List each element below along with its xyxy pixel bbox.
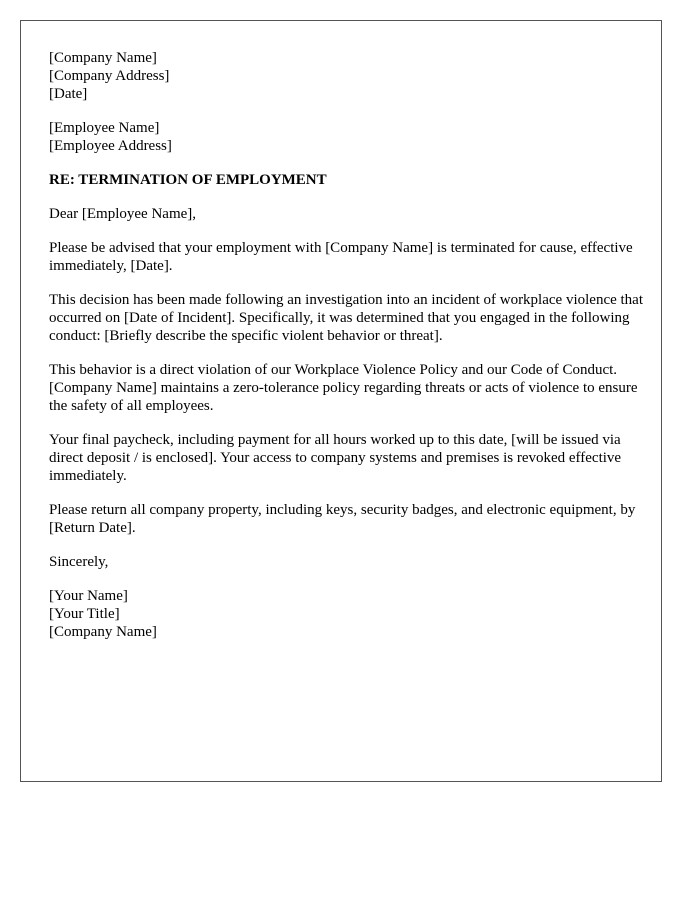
closing: Sincerely, [49,554,109,570]
sender-company-name: [Company Name] [49,50,157,66]
salutation: Dear [Employee Name], [49,206,197,222]
paragraph-termination-notice: Please be advised that your employment with [Company Name] is terminated for cause, effective immediately, [Date]. [49,240,633,274]
sender-company-address: [Company Address] [49,68,170,84]
signature-title: [Your Title] [49,606,120,622]
paragraph-investigation: This decision has been made following an investigation into an incident of workplace violence that occurred on [Date of Incident]. Specifically, it was determined that you engaged in the following conduct: [Briefly describe the specific violent behavior or threat]. [49,292,644,344]
paragraph-policy-violation: This behavior is a direct violation of our Workplace Violence Policy and our Code of Conduct. [Company Name] maintains a zero-tolerance policy regarding threats or acts of violence to ensure the safety of all employees. [49,362,638,414]
subject-line: RE: TERMINATION OF EMPLOYMENT [49,172,327,188]
recipient-block [49,119,649,155]
letter-date: [Date] [49,86,88,102]
recipient-address: [Employee Address] [49,138,172,154]
sender-block [49,49,649,103]
signature-block [49,587,649,641]
signature-company: [Company Name] [49,624,157,640]
paragraph-return-property: Please return all company property, including keys, security badges, and electronic equipment, by [Return Date]. [49,502,636,536]
recipient-name: [Employee Name] [49,120,160,136]
letter-page [20,20,662,782]
letter-body [49,49,649,657]
paragraph-final-paycheck: Your final paycheck, including payment for all hours worked up to this date, [will be issued via direct deposit / is enclosed]. Your access to company systems and premises is revoked effective immediately. [49,432,622,484]
signature-name: [Your Name] [49,588,128,604]
